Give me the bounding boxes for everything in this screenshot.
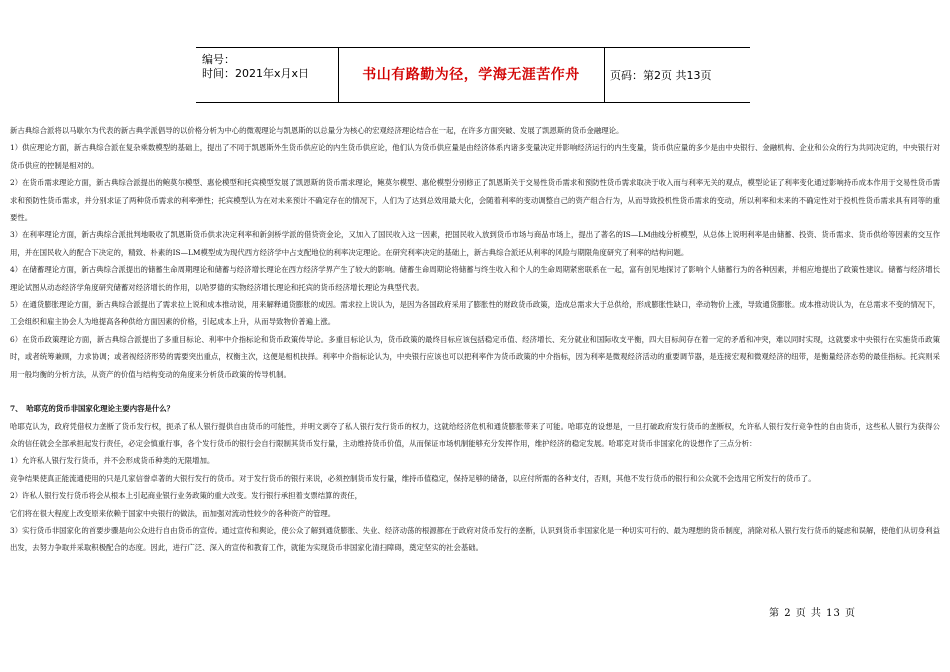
paragraph: 6）在货币政策理论方面，新古典综合派提出了多重目标论、利率中介指标论和货币政策传导论。多重目标论认为，货币政策的最终目标应该包括稳定币值、经济增长、充分就业和国际收支平衡，四大目标间存在着一定的矛盾和冲突，难以同时实现，这就要求中央银行在实施货币政策时，或者统筹兼顾，力求协调；或者视经济形势的需要突出重点，权衡主次，这便是相机抉择。利率中介指标论认为，中央银行应该也可以把利率作为货币政策的中介指标，因为利率是微观经济活动的重要调节器，是连接宏观和微观经济的纽带，是衡量经济态势的最佳指标。托宾则采用一般均衡的分析方法，从资产的价值与结构变动的角度来分析货币政策的传导机制。	[10, 334, 940, 379]
header-motto: 书山有路勤为径，学海无涯苦作舟	[362, 67, 580, 83]
paragraph: 5）在通货膨胀理论方面，新古典综合派提出了需求拉上说和成本推动说，用来解释通货膨胀的成因。需求拉上说认为，是因为各国政府采用了膨胀性的财政货币政策，造成总需求大于总供给，形成膨胀性缺口，牵动物价上涨，导致通货膨胀。成本推动说认为，在总需求不变的情况下，工会组织和雇主协会人为地提高各种供给方面因素的价格，引起成本上升，从而导致物价普遍上涨。	[10, 300, 940, 327]
document-body	[10, 122, 940, 557]
paragraph: 哈耶克认为，政府凭借权力垄断了货币发行权，扼杀了私人银行提供自由货币的可能性，并明文剥夺了私人银行发行货币的权力，这就给经济危机和通货膨胀带来了可能。哈耶克的设想是，一旦打破政府发行货币的垄断权，允许私人银行发行竞争性的自由货币，这些私人银行为获得公众的信任就会全部承担起发行责任，必定会慎重行事，各个发行货币的银行会自行限制其货币发行量，主动维持货币价值，从而保证市场机制能够充分发挥作用，维护经济的稳定发展。哈耶克对货币非国家化的设想作了三点分析：	[10, 421, 940, 448]
header-page-number: 页码：第2页 共13页	[610, 69, 712, 82]
paragraph: 3）在利率理论方面，新古典综合派批判地吸收了凯恩斯货币供求决定利率和新剑桥学派的借贷资金论，又加入了国民收入这一因素，把国民收入放到货币市场与商品市场上，提出了著名的IS—LM曲线分析模型，从总体上说明利率是由储蓄、投资、货币需求、货币供给等因素的交互作用，并在国民收入的配合下决定的，精致、朴素的IS—LM模型成为现代西方经济学中占支配地位的利率决定理论。在研究利率决定的基础上，新古典综合派还从利率的风险与期限角度研究了利率的结构问题。	[10, 230, 940, 257]
paragraph: 3）实行货币非国家化的首要步骤是向公众进行自由货币的宣传。通过宣传和舆论，使公众了解到通货膨胀、失业、经济动荡的根源都在于政府对货币发行的垄断，认识到货币非国家化是一种切实可行的、最为理想的货币制度，消除对私人银行发行货币的疑虑和误解，使他们从切身利益出发，去努力争取并采取积极配合的态度。因此，进行广泛、深入的宣传和教育工作，就能为实现货币非国家化清扫障碍，奠定坚实的社会基础。	[10, 525, 940, 553]
paragraph: 新古典综合派将以马歇尔为代表的新古典学派倡导的以价格分析为中心的微观理论与凯恩斯的以总量分为核心的宏观经济理论结合在一起，在许多方面突破、发展了凯恩斯的货币金融理论。	[10, 126, 624, 135]
paragraph: 2）许私人银行发行货币将会从根本上引起商业银行业务政策的重大改变。发行银行承担着支票结算的责任，	[10, 491, 363, 501]
paragraph: 4）在储蓄理论方面，新古典综合派提出的储蓄生命周期理论和储蓄与经济增长理论在西方经济学界产生了较大的影响。储蓄生命周期论将储蓄与终生收入和个人的生命周期紧密联系在一起，富有创见地探讨了影响个人储蓄行为的各种因素，并相应地提出了政策性建议。储蓄与经济增长理论试图从动态经济学角度研究储蓄对经济增长的作用，以哈罗德的实物经济增长理论和托宾的货币经济增长理论为典型代表。	[10, 265, 940, 292]
doc-number-label: 编号：	[202, 53, 235, 66]
paragraph: 它们将在很大程度上改变原来依赖于国家中央银行的做法，而加强对流动性较少的各种资产的管理。	[10, 508, 336, 518]
footer-page-number: 第 2 页 共 13 页	[769, 608, 856, 619]
paragraph: 竞争结果使真正能流通使用的只是几家信誉卓著的大银行发行的货币。对于发行货币的银行来说，必须控制货币发行量，维持币值稳定，保持足够的储备，以应付所需的各种支付，否则，其他不发行货币的银行和公众就不会选用它所发行的货币了。	[10, 473, 816, 483]
paragraph: 1）允许私人银行发行货币，并不会形成货币种类的无限增加。	[10, 456, 215, 466]
paragraph: 1）供应理论方面，新古典综合派在复杂乘数模型的基础上，提出了不同于凯恩斯外生货币供应论的内生货币供应论，他们认为货币供应量是由经济体系内诸多变量决定并影响经济运行的内生变量，货币供应量的多少是由中央银行、金融机构、企业和公众的行为共同决定的，中央银行对货币供应的控制是相对的。	[10, 143, 940, 170]
section-heading: 7、 哈耶克的货币非国家化理论主要内容是什么？	[10, 404, 175, 414]
doc-time-label: 时间：2021年x月x日	[202, 67, 310, 80]
paragraph: 2）在货币需求理论方面，新古典综合派提出的鲍莫尔模型、惠伦模型和托宾模型发展了凯恩斯的货币需求理论，鲍莫尔模型、惠伦模型分别修正了凯恩斯关于交易性货币需求和预防性货币需求取决于收入而与利率无关的观点，模型论证了利率变化通过影响持币成本作用于交易性货币需求和预防性货币需求，并分别求证了两种货币需求的利率弹性；托宾模型认为在对未来预计不确定存在的情况下，人们为了达到总效用最大化，会随着利率的变动调整自己的资产组合行为，从而导致投机性货币需求的变动，所以利率和未来的不确定性对于投机性货币需求具有同等的重要性。	[10, 178, 940, 223]
header-divider	[604, 48, 605, 102]
page-header	[196, 47, 750, 103]
header-meta	[202, 53, 309, 81]
